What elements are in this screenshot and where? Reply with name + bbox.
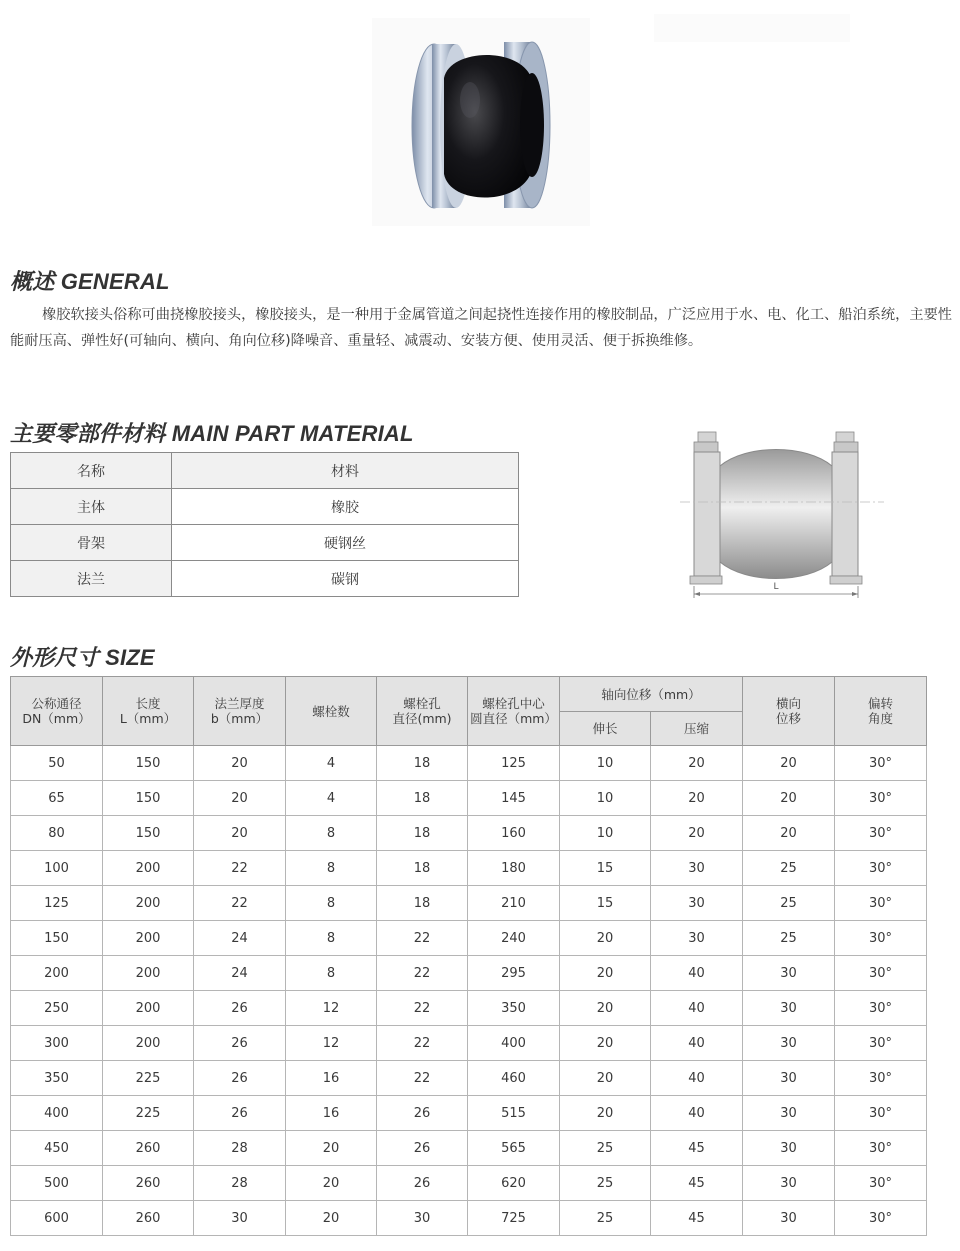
cell-length: 225 <box>103 1061 194 1096</box>
cell-bolt-hole: 18 <box>377 746 468 781</box>
cell-lateral: 30 <box>743 956 835 991</box>
part-material: 橡胶 <box>172 489 519 525</box>
header-text: 螺栓孔中心 <box>482 696 545 711</box>
cell-dn: 50 <box>11 746 103 781</box>
cell-flange-thickness: 26 <box>194 991 286 1026</box>
cell-bolt-circle: 725 <box>468 1201 560 1236</box>
general-heading: 概述 GENERAL <box>10 269 170 294</box>
header-text: 角度 <box>868 711 894 726</box>
cell-dn: 400 <box>11 1096 103 1131</box>
size-table-body <box>11 746 927 1236</box>
header-text: 横向 <box>776 696 802 711</box>
cell-bolt-count: 8 <box>286 886 377 921</box>
cell-bolt-hole: 26 <box>377 1166 468 1201</box>
cell-bolt-circle: 210 <box>468 886 560 921</box>
dimension-label: L <box>773 582 779 592</box>
cell-bolt-count: 12 <box>286 991 377 1026</box>
cell-bolt-hole: 18 <box>377 816 468 851</box>
cell-lateral: 30 <box>743 1201 835 1236</box>
table-row <box>11 1061 927 1096</box>
cell-angle: 30° <box>835 956 927 991</box>
cell-bolt-count: 4 <box>286 781 377 816</box>
cell-length: 260 <box>103 1201 194 1236</box>
cell-bolt-circle: 125 <box>468 746 560 781</box>
cell-dn: 300 <box>11 1026 103 1061</box>
cell-length: 260 <box>103 1131 194 1166</box>
cell-bolt-count: 20 <box>286 1201 377 1236</box>
cell-bolt-circle: 160 <box>468 816 560 851</box>
cell-length: 200 <box>103 886 194 921</box>
table-row <box>11 781 927 816</box>
cell-angle: 30° <box>835 1096 927 1131</box>
cell-compression: 45 <box>651 1201 743 1236</box>
cell-bolt-hole: 22 <box>377 991 468 1026</box>
part-material: 硬钢丝 <box>172 525 519 561</box>
cell-compression: 30 <box>651 921 743 956</box>
cell-dn: 350 <box>11 1061 103 1096</box>
cell-compression: 40 <box>651 1096 743 1131</box>
table-row <box>11 1026 927 1061</box>
cell-lateral: 20 <box>743 781 835 816</box>
cell-compression: 30 <box>651 886 743 921</box>
cell-length: 150 <box>103 781 194 816</box>
cell-compression: 40 <box>651 956 743 991</box>
cell-lateral: 30 <box>743 1026 835 1061</box>
cell-extension: 20 <box>560 921 651 956</box>
rubber-joint-photo <box>372 18 590 226</box>
cell-extension: 20 <box>560 1061 651 1096</box>
cell-bolt-hole: 22 <box>377 1026 468 1061</box>
cell-compression: 20 <box>651 781 743 816</box>
table-row <box>11 851 927 886</box>
cell-length: 260 <box>103 1166 194 1201</box>
cell-lateral: 20 <box>743 746 835 781</box>
cell-extension: 10 <box>560 746 651 781</box>
header-text: DN（mm） <box>22 711 91 726</box>
header-text: 法兰厚度 <box>214 696 265 711</box>
cell-dn: 65 <box>11 781 103 816</box>
table-row <box>11 921 927 956</box>
header-flange-thickness <box>194 677 286 746</box>
cell-flange-thickness: 26 <box>194 1096 286 1131</box>
cell-length: 200 <box>103 991 194 1026</box>
cell-extension: 20 <box>560 991 651 1026</box>
cell-bolt-hole: 26 <box>377 1096 468 1131</box>
cell-extension: 25 <box>560 1166 651 1201</box>
header-text: 直径(mm) <box>392 711 452 726</box>
cell-length: 200 <box>103 921 194 956</box>
cell-length: 150 <box>103 746 194 781</box>
cell-compression: 20 <box>651 816 743 851</box>
cell-length: 200 <box>103 1026 194 1061</box>
cell-flange-thickness: 24 <box>194 921 286 956</box>
header-text: 螺栓孔 <box>403 696 441 711</box>
cell-compression: 40 <box>651 1026 743 1061</box>
cell-extension: 15 <box>560 886 651 921</box>
cell-dn: 600 <box>11 1201 103 1236</box>
product-photo <box>372 18 590 226</box>
cell-bolt-circle: 295 <box>468 956 560 991</box>
cell-bolt-hole: 22 <box>377 956 468 991</box>
header-bolt-circle <box>468 677 560 746</box>
cell-flange-thickness: 28 <box>194 1131 286 1166</box>
cell-bolt-hole: 26 <box>377 1131 468 1166</box>
size-table <box>10 676 927 1236</box>
cell-flange-thickness: 30 <box>194 1201 286 1236</box>
cell-bolt-count: 8 <box>286 851 377 886</box>
cell-flange-thickness: 26 <box>194 1026 286 1061</box>
cell-bolt-circle: 180 <box>468 851 560 886</box>
cell-compression: 40 <box>651 1061 743 1096</box>
cell-dn: 450 <box>11 1131 103 1166</box>
part-material: 碳钢 <box>172 561 519 597</box>
cell-bolt-count: 8 <box>286 816 377 851</box>
cell-angle: 30° <box>835 781 927 816</box>
header-compression: 压缩 <box>651 712 743 746</box>
table-row <box>11 991 927 1026</box>
cell-angle: 30° <box>835 746 927 781</box>
cell-bolt-count: 12 <box>286 1026 377 1061</box>
general-description: 橡胶软接头俗称可曲挠橡胶接头，橡胶接头，是一种用于金属管道之间起挠性连接作用的橡胶制品，广泛应用于水、电、化工、船泊系统，主要性能耐压高、弹性好(可轴向、横向、角向位移)降噪音、重量轻、减震动、安装方便、使用灵活、便于拆换维修。 <box>10 307 952 349</box>
cell-flange-thickness: 20 <box>194 746 286 781</box>
material-table <box>10 452 519 597</box>
header-text: 公称通径 <box>31 696 82 711</box>
cell-compression: 20 <box>651 746 743 781</box>
cell-bolt-circle: 350 <box>468 991 560 1026</box>
cell-dn: 100 <box>11 851 103 886</box>
header-deflection-angle <box>835 677 927 746</box>
cell-compression: 30 <box>651 851 743 886</box>
header-lateral-displacement <box>743 677 835 746</box>
placeholder-banner <box>654 14 850 42</box>
cell-bolt-circle: 460 <box>468 1061 560 1096</box>
cell-flange-thickness: 24 <box>194 956 286 991</box>
cell-bolt-count: 20 <box>286 1131 377 1166</box>
cell-angle: 30° <box>835 1026 927 1061</box>
cell-dn: 250 <box>11 991 103 1026</box>
cell-flange-thickness: 28 <box>194 1166 286 1201</box>
part-name: 骨架 <box>11 525 172 561</box>
cell-flange-thickness: 26 <box>194 1061 286 1096</box>
table-row <box>11 746 927 781</box>
cell-bolt-count: 16 <box>286 1096 377 1131</box>
cell-lateral: 25 <box>743 851 835 886</box>
cell-length: 225 <box>103 1096 194 1131</box>
cell-angle: 30° <box>835 991 927 1026</box>
cell-angle: 30° <box>835 1061 927 1096</box>
cell-extension: 20 <box>560 956 651 991</box>
header-dn <box>11 677 103 746</box>
cell-extension: 20 <box>560 1026 651 1061</box>
cell-dn: 500 <box>11 1166 103 1201</box>
material-heading: 主要零部件材料 MAIN PART MATERIAL <box>10 421 414 446</box>
cell-lateral: 25 <box>743 921 835 956</box>
cell-dn: 125 <box>11 886 103 921</box>
header-text: 螺栓数 <box>312 703 350 719</box>
cell-bolt-hole: 30 <box>377 1201 468 1236</box>
cell-dn: 80 <box>11 816 103 851</box>
header-text: 位移 <box>776 711 802 726</box>
cell-bolt-circle: 515 <box>468 1096 560 1131</box>
cell-bolt-circle: 240 <box>468 921 560 956</box>
cell-lateral: 30 <box>743 1061 835 1096</box>
cell-angle: 30° <box>835 816 927 851</box>
cell-extension: 10 <box>560 781 651 816</box>
cell-bolt-hole: 22 <box>377 1061 468 1096</box>
cell-length: 200 <box>103 851 194 886</box>
cell-bolt-count: 4 <box>286 746 377 781</box>
cell-extension: 25 <box>560 1201 651 1236</box>
cell-compression: 40 <box>651 991 743 1026</box>
header-text: 长度 <box>135 696 161 711</box>
cell-bolt-count: 8 <box>286 921 377 956</box>
cell-extension: 25 <box>560 1131 651 1166</box>
cell-flange-thickness: 20 <box>194 781 286 816</box>
cell-lateral: 20 <box>743 816 835 851</box>
header-name: 名称 <box>11 453 172 489</box>
cell-extension: 15 <box>560 851 651 886</box>
table-row <box>11 561 519 597</box>
cell-flange-thickness: 22 <box>194 886 286 921</box>
table-header-row <box>11 677 927 712</box>
cell-bolt-circle: 565 <box>468 1131 560 1166</box>
table-row <box>11 1166 927 1201</box>
cell-lateral: 30 <box>743 1166 835 1201</box>
cell-dn: 150 <box>11 921 103 956</box>
cell-lateral: 30 <box>743 1096 835 1131</box>
table-header-row <box>11 453 519 489</box>
header-material: 材料 <box>172 453 519 489</box>
cell-bolt-hole: 18 <box>377 851 468 886</box>
table-row <box>11 1096 927 1131</box>
cell-extension: 20 <box>560 1096 651 1131</box>
header-text: b（mm） <box>210 711 269 726</box>
header-text: 偏转 <box>868 696 894 711</box>
cell-angle: 30° <box>835 1166 927 1201</box>
table-row <box>11 816 927 851</box>
part-name: 法兰 <box>11 561 172 597</box>
table-row <box>11 1131 927 1166</box>
cell-bolt-hole: 22 <box>377 921 468 956</box>
header-axial-displacement: 轴向位移（mm） <box>560 677 743 712</box>
table-row <box>11 525 519 561</box>
technical-drawing <box>676 426 888 610</box>
table-row <box>11 489 519 525</box>
cell-bolt-count: 20 <box>286 1166 377 1201</box>
cell-dn: 200 <box>11 956 103 991</box>
cell-lateral: 30 <box>743 1131 835 1166</box>
size-heading: 外形尺寸 SIZE <box>10 645 155 670</box>
cell-extension: 10 <box>560 816 651 851</box>
header-text: L（mm） <box>119 711 177 726</box>
cell-compression: 45 <box>651 1131 743 1166</box>
cell-bolt-circle: 620 <box>468 1166 560 1201</box>
cell-bolt-hole: 18 <box>377 781 468 816</box>
cell-flange-thickness: 22 <box>194 851 286 886</box>
header-extension: 伸长 <box>560 712 651 746</box>
table-row <box>11 956 927 991</box>
cell-angle: 30° <box>835 1131 927 1166</box>
cell-length: 150 <box>103 816 194 851</box>
cell-flange-thickness: 20 <box>194 816 286 851</box>
cell-bolt-count: 16 <box>286 1061 377 1096</box>
table-row <box>11 886 927 921</box>
cell-bolt-circle: 145 <box>468 781 560 816</box>
header-text: 圆直径（mm） <box>470 711 557 726</box>
cell-bolt-circle: 400 <box>468 1026 560 1061</box>
cell-lateral: 25 <box>743 886 835 921</box>
part-name: 主体 <box>11 489 172 525</box>
cell-bolt-count: 8 <box>286 956 377 991</box>
cell-bolt-hole: 18 <box>377 886 468 921</box>
cell-lateral: 30 <box>743 991 835 1026</box>
header-bolt-hole <box>377 677 468 746</box>
cell-compression: 45 <box>651 1166 743 1201</box>
cell-angle: 30° <box>835 921 927 956</box>
header-bolt-count <box>286 677 377 746</box>
table-row <box>11 1201 927 1236</box>
header-length <box>103 677 194 746</box>
cell-length: 200 <box>103 956 194 991</box>
cell-angle: 30° <box>835 1201 927 1236</box>
cell-angle: 30° <box>835 886 927 921</box>
cell-angle: 30° <box>835 851 927 886</box>
